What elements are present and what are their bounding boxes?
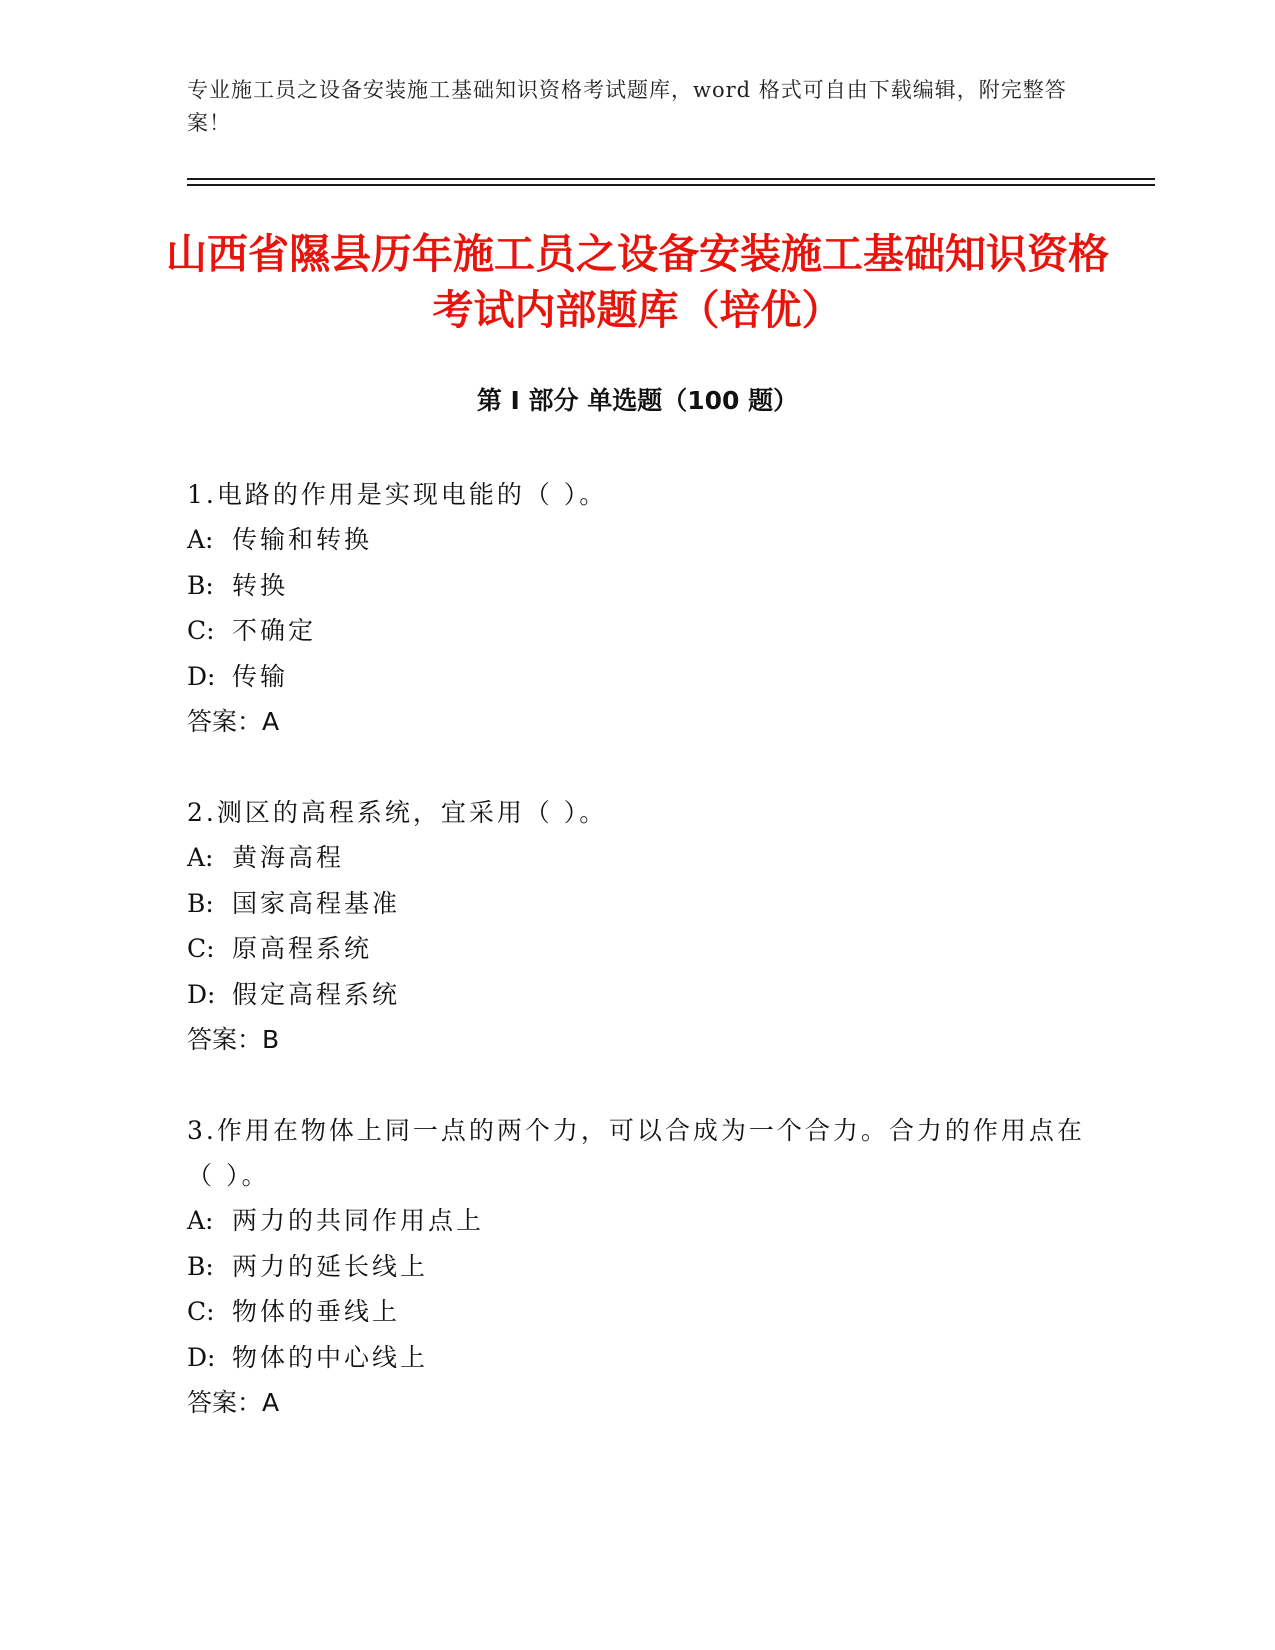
- option-c: [187, 1289, 1087, 1335]
- option-b: [187, 563, 1087, 609]
- question-1: [187, 472, 1087, 744]
- option-b: [187, 881, 1087, 927]
- option-text: 不确定: [232, 616, 317, 645]
- option-text: 黄海高程: [232, 843, 345, 872]
- option-a: [187, 1198, 1087, 1244]
- option-letter: B:: [187, 570, 214, 600]
- option-text: 传输: [232, 661, 289, 691]
- option-letter: A:: [187, 843, 214, 872]
- question-2: [187, 790, 1087, 1062]
- question-stem: 1.电路的作用是实现电能的（ ）。: [187, 480, 608, 509]
- option-text: 假定高程系统: [232, 979, 401, 1009]
- option-text: 传输和转换: [232, 525, 373, 554]
- answer-line: 答案：A: [187, 707, 280, 736]
- option-text: 物体的垂线上: [232, 1297, 401, 1326]
- answer-line: 答案：B: [187, 1025, 280, 1054]
- document-title: 山西省隰县历年施工员之设备安装施工基础知识资格考试内部题库（培优）: [166, 230, 1109, 334]
- option-d: [187, 654, 1087, 700]
- option-a: [187, 835, 1087, 881]
- option-letter: D:: [187, 661, 216, 691]
- option-text: 国家高程基准: [232, 888, 401, 918]
- option-letter: D:: [187, 1342, 216, 1372]
- answer-line: 答案：A: [187, 1388, 280, 1417]
- option-letter: D:: [187, 979, 216, 1009]
- header-note: 专业施工员之设备安装施工基础知识资格考试题库，word 格式可自由下载编辑，附完整答案！: [187, 78, 1067, 135]
- option-a: [187, 517, 1087, 563]
- option-letter: C:: [187, 934, 215, 963]
- option-text: 原高程系统: [232, 934, 373, 963]
- option-c: [187, 608, 1087, 654]
- section-heading: 第 I 部分 单选题（100 题）: [476, 386, 799, 415]
- header-rule-top: [187, 178, 1155, 180]
- option-text: 两力的延长线上: [232, 1251, 429, 1281]
- option-d: [187, 1335, 1087, 1381]
- question-stem: 3.作用在物体上同一点的两个力，可以合成为一个合力。合力的作用点在（ ）。: [187, 1116, 1085, 1190]
- option-letter: C:: [187, 1297, 215, 1326]
- option-letter: C:: [187, 616, 215, 645]
- option-d: [187, 972, 1087, 1018]
- option-text: 两力的共同作用点上: [232, 1206, 485, 1235]
- option-c: [187, 926, 1087, 972]
- option-letter: A:: [187, 1206, 214, 1235]
- option-letter: A:: [187, 525, 214, 554]
- option-b: [187, 1244, 1087, 1290]
- option-text: 物体的中心线上: [232, 1342, 429, 1372]
- question-stem: 2.测区的高程系统，宜采用（ ）。: [187, 798, 608, 827]
- option-letter: B:: [187, 1251, 214, 1281]
- header-rule-bottom: [187, 184, 1155, 186]
- option-text: 转换: [232, 570, 289, 600]
- option-letter: B:: [187, 888, 214, 918]
- question-3: [187, 1108, 1087, 1425]
